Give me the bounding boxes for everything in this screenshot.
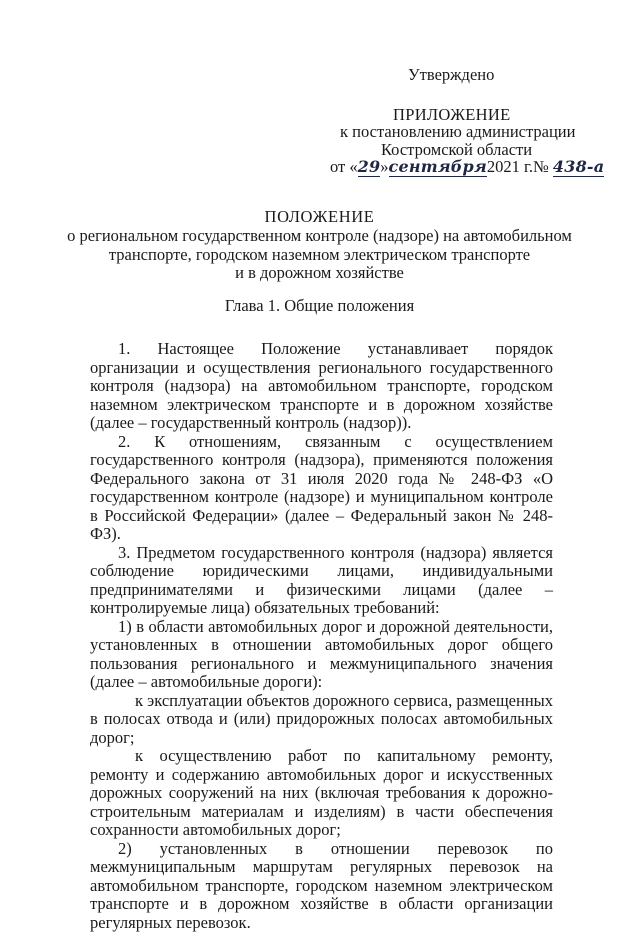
paragraph: 2. К отношениям, связанным с осуществлением государственного контроля (надзора), применяются положения Федерального закона от 31 июля 2020 года № 248-ФЗ «О государственном контроле (надзоре) и муниципальном контроле в Российской Федерации» (далее – Федеральный закон № 248-ФЗ). [90,433,553,544]
paragraph: 2) установленных в отношении перевозок по межмуниципальным маршрутам регулярных перевозок на автомобильном транспорте, городском наземном электрическом транспорте и в дорожном хозяйстве в области организации регулярных перевозок. [90,840,553,932]
paragraph: 3. Предметом государственного контроля (надзора) является соблюдение юридическими лицами, индивидуальными предпринимателями и физическими лицами (далее – контролируемые лица) обязательных требований: [90,544,553,618]
paragraph: к осуществлению работ по капитальному ремонту, ремонту и содержанию автомобильных дорог и искусственных дорожных сооружений на них (включая требования к дорожно-строительным материалам и изделиям) в части обеспечения сохранности автомобильных дорог; [90,747,553,840]
approval-mark: Утверждено [408,66,494,85]
appendix-heading: ПРИЛОЖЕНИЕ [393,106,510,125]
decree-date-line [330,158,604,177]
handwritten-month: сентября [389,157,487,177]
date-mid: » [380,157,388,176]
document-title: ПОЛОЖЕНИЕ [0,208,639,227]
date-prefix: от « [330,157,358,176]
subtitle-line: и в дорожном хозяйстве [0,264,639,283]
subtitle-line: транспорте, городском наземном электрическом транспорте [0,246,639,265]
paragraph: 1. Настоящее Положение устанавливает порядок организации и осуществления регионального государственного контроля (надзора) на автомобильном транспорте, городском наземном электрическом транспорте и в дорожном хозяйстве (далее – государственный контроль (надзор)). [90,340,553,433]
subtitle-line: о региональном государственном контроле (надзоре) на автомобильном [0,227,639,246]
chapter-heading: Глава 1. Общие положения [0,297,639,316]
paragraph: 1) в области автомобильных дорог и дорожной деятельности, установленных в отношении автомобильных дорог общего пользования регионального и межмуниципального значения (далее – автомобильные дороги): [90,618,553,692]
document-body [90,340,553,932]
paragraph: к эксплуатации объектов дорожного сервиса, размещенных в полосах отвода и (или) придорожных полосах автомобильных дорог; [90,692,553,748]
handwritten-doc-number: 438-а [553,157,604,177]
document-subtitle [0,227,639,283]
decree-reference: к постановлению администрации [340,123,575,142]
region-name: Костромской области [381,141,532,160]
handwritten-day: 29 [358,157,381,177]
date-year: 2021 г.№ [487,157,549,176]
